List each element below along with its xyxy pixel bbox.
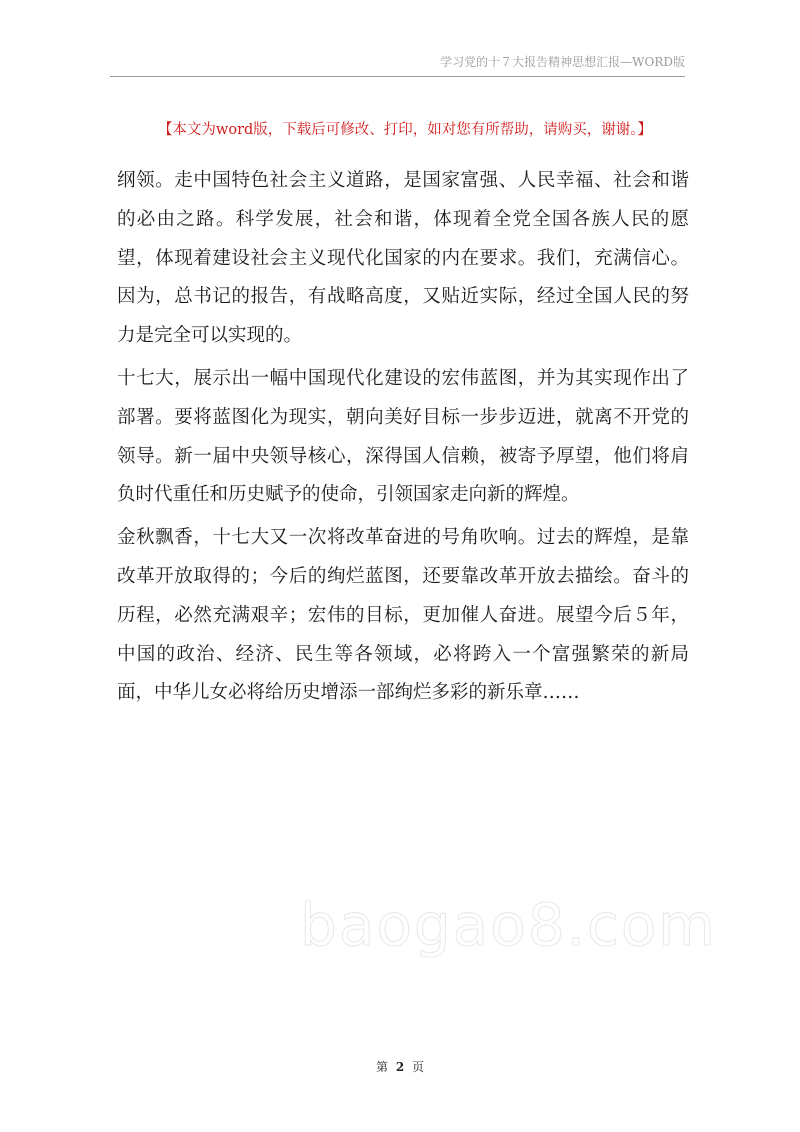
page-number: 2 xyxy=(395,1060,405,1074)
header-title: 学习党的十７大报告精神思想汇报—WORD版 xyxy=(440,55,685,69)
page-footer xyxy=(0,1058,800,1076)
footer-suffix: 页 xyxy=(412,1060,425,1074)
paragraph: 十七大，展示出一幅中国现代化建设的宏伟蓝图，并为其实现作出了部署。要将蓝图化为现实，朝向美好目标一步步迈进，就离不开党的领导。新一届中央领导核心，深得国人信赖，被寄予厚望，他们将肩负时代重任和历史赋予的使命，引领国家走向新的辉煌。 xyxy=(117,367,689,506)
paragraph: 纲领。走中国特色社会主义道路，是国家富强、人民幸福、社会和谐的必由之路。科学发展，社会和谐，体现着全党全国各族人民的愿望，体现着建设社会主义现代化国家的内在要求。我们，充满信心。因为，总书记的报告，有战略高度，又贴近实际，经过全国人民的努力是完全可以实现的。 xyxy=(117,170,689,347)
document-body xyxy=(117,162,689,717)
footer-prefix: 第 xyxy=(375,1060,388,1074)
page-header xyxy=(110,52,685,77)
paragraph: 金秋飘香，十七大又一次将改革奋进的号角吹响。过去的辉煌，是靠改革开放取得的；今后的绚烂蓝图，还要靠改革开放去描绘。奋斗的历程，必然充满艰辛；宏伟的目标，更加催人奋进。展望今后５年，中国的政治、经济、民生等各领域，必将跨入一个富强繁荣的新局面，中华儿女必将给历史增添一部绚烂多彩的新乐章…… xyxy=(117,527,689,704)
watermark: baogao8.com xyxy=(300,891,717,959)
download-notice: 【本文为word版，下载后可修改、打印，如对您有所帮助，请购买，谢谢。】 xyxy=(157,122,653,138)
